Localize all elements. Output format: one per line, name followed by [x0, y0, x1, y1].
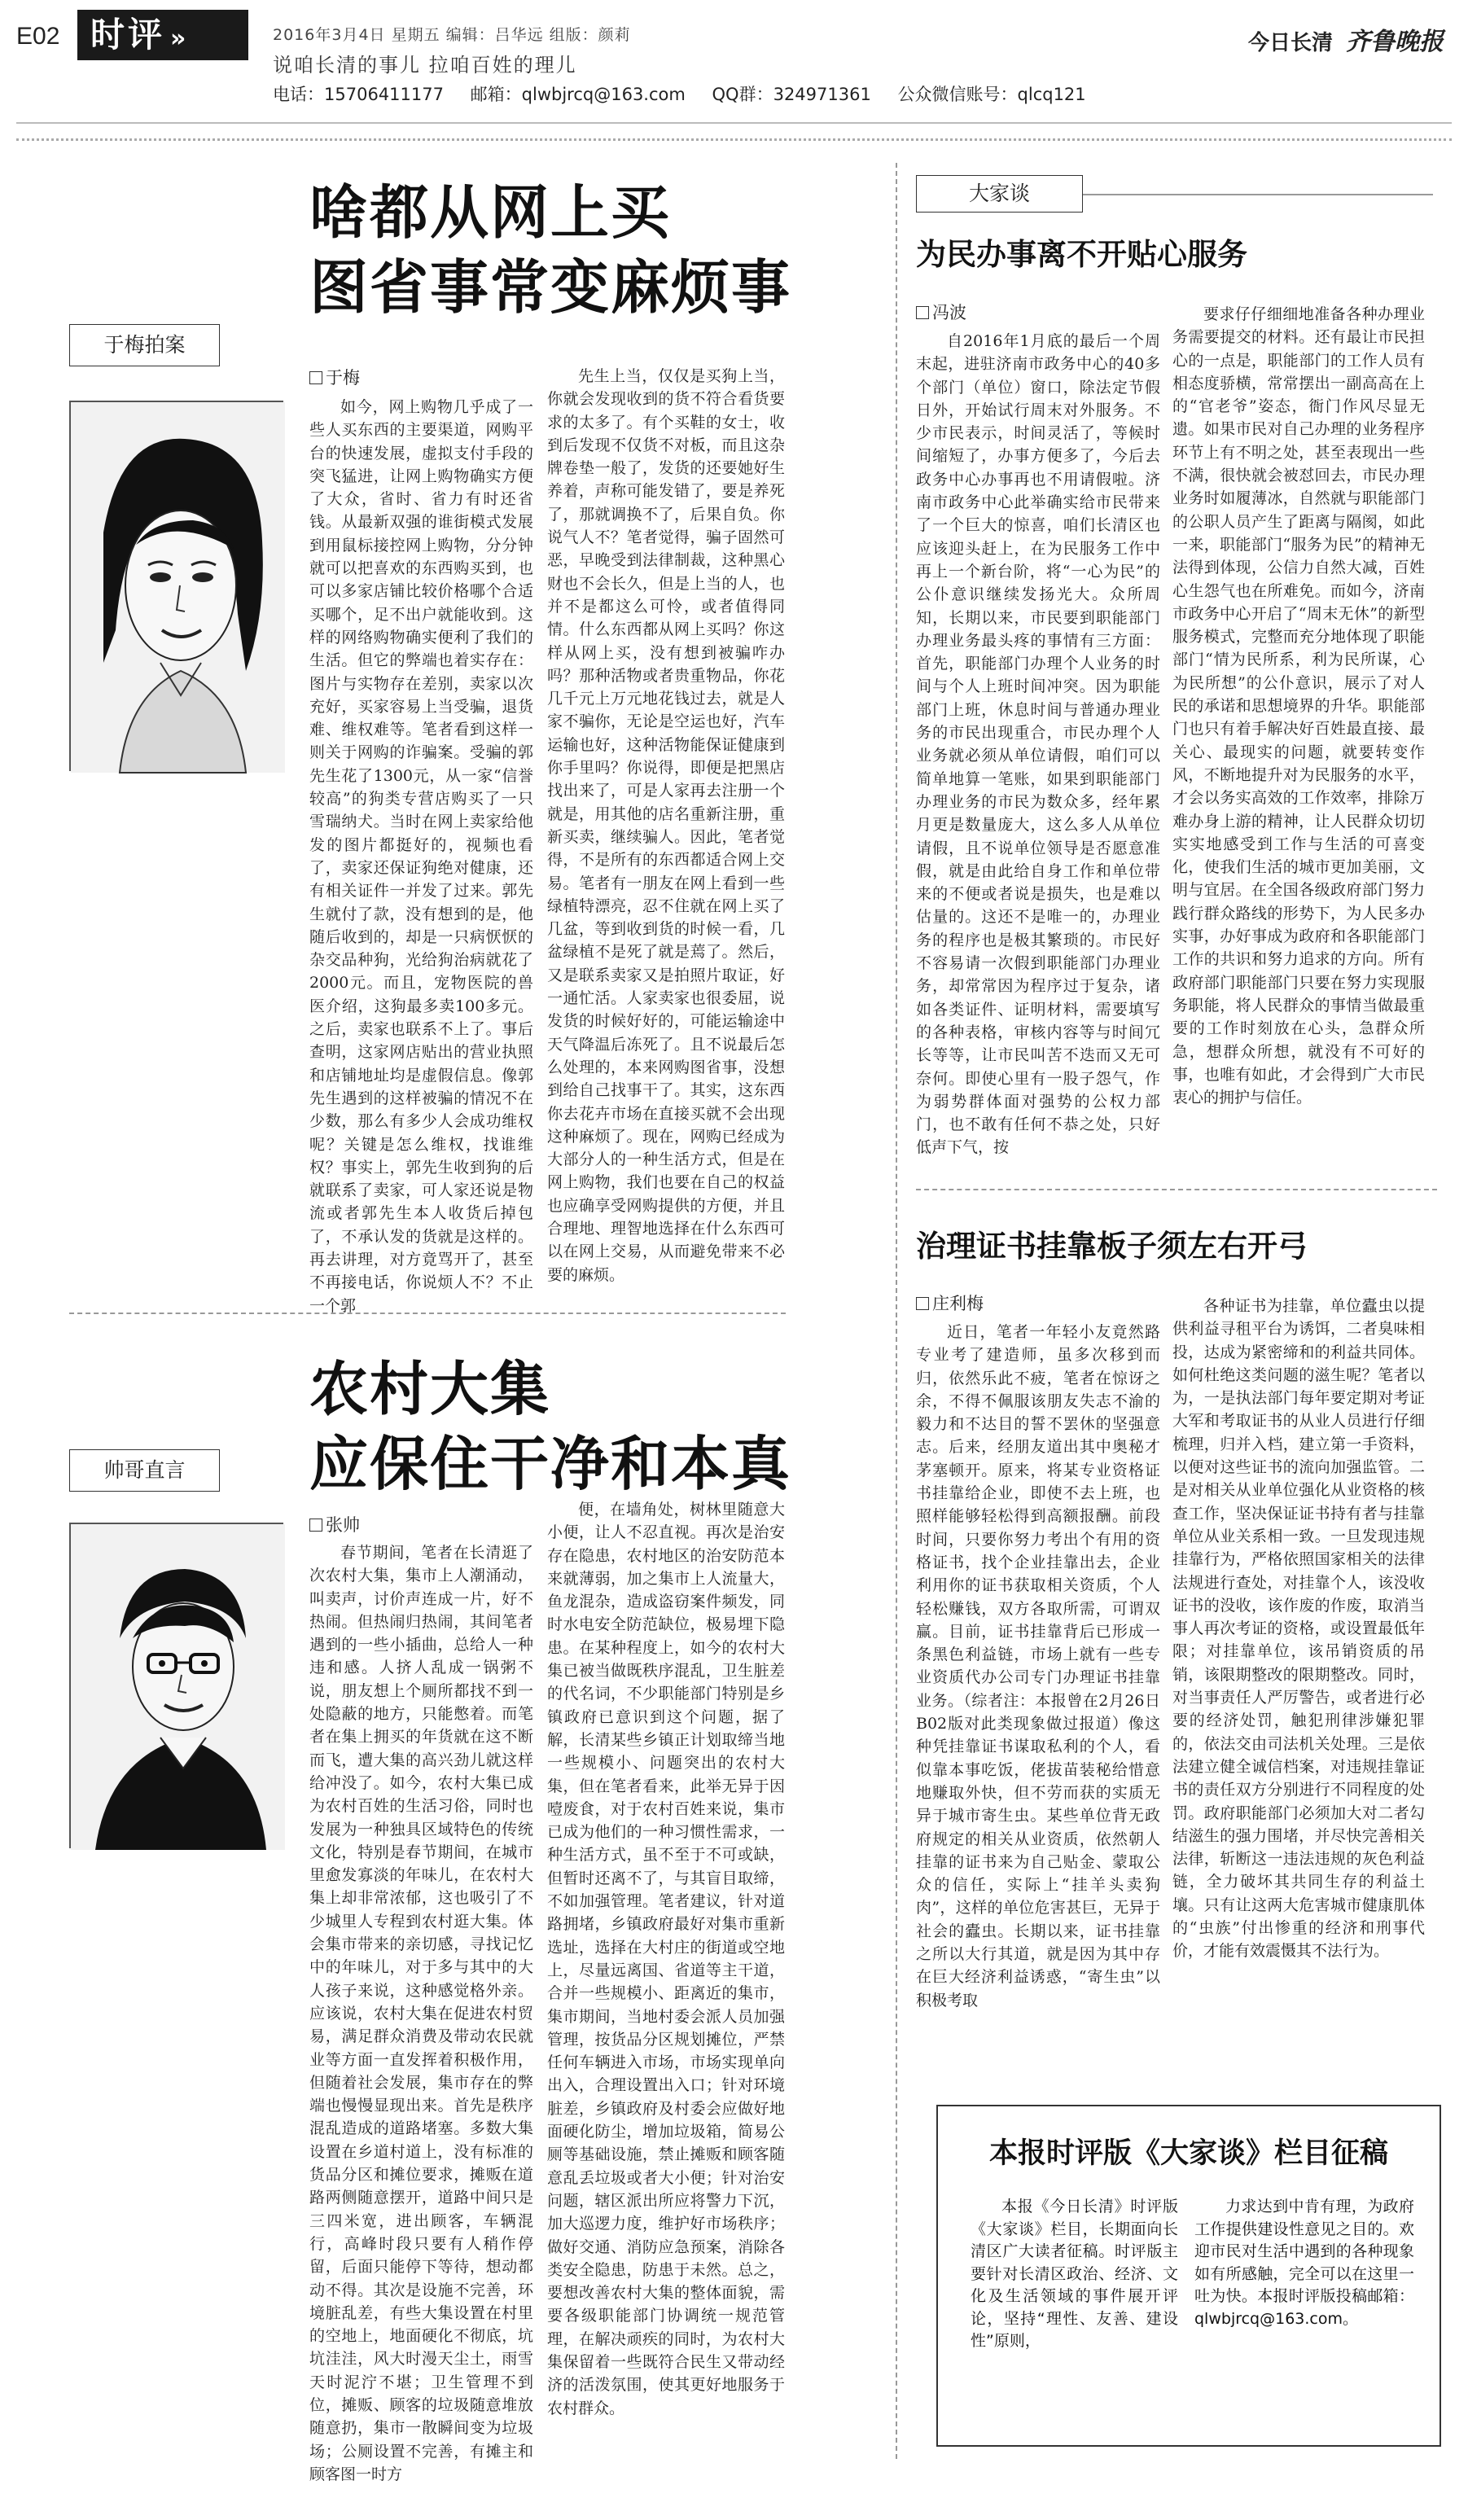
- article2-title-line2: 应保住干净和本真: [309, 1429, 792, 1498]
- double-chevron-icon: »: [170, 24, 190, 53]
- article1-column-tag: 于梅拍案: [69, 324, 220, 366]
- section-slogan: 说咱长清的事儿 拉咱百姓的理儿: [273, 54, 577, 77]
- article2-author-photo: [69, 1523, 283, 1848]
- article1-title-line1: 啥都从网上买: [309, 177, 672, 247]
- article1-byline: [309, 365, 360, 389]
- issue-meta: 2016年3月4日 星期五 编辑：吕华远 组版：颜莉: [273, 26, 631, 44]
- call-for-papers-box: [936, 2105, 1441, 2447]
- article4-author: 庄利梅: [932, 1294, 984, 1313]
- article3-byline: [916, 300, 966, 324]
- article3-column-2: 要求仔仔细细地准备各种办理业务需要提交的材料。还有最让市民担心的一点是，职能部门的工作人员有相态度骄横，常常摆出一副高高在上的“官老爷”姿态，衙门作风尽显无遗。如果市民对自己办理的业务程序环节上有不明之处，甚至表现出一些不满，很快就会被怼回去，市民办理业务时如履薄冰，自然就与职能部门的公职人员产生了距离与隔阂，如此一来，职能部门“服务为民”的精神无法得到体现，公信力自然大减，百姓心生怨气也在所难免。而如今，济南市政务中心开启了“周末无休”的新型服务模式，完整而充分地体现了职能部门“情为民所系，利为民所谋，心为民所想”的公仆意识，展示了对人民的承诺和思想境界的升华。职能部门也只有着手解决好百姓最直接、最关心、最现实的问题，就要转变作风，不断地提升对为民服务的水平，才会以务实高效的工作效率，排除万难办身上游的精神，让人民群众切切实实地感受到工作与生活的可喜变化，使我们生活的城市更加美丽，文明与宜居。在全国各级政府部门努力践行群众路线的形势下，为人民多办实事，办好事成为政府和各职能部门工作的共识和努力追求的方向。所有政府部门职能部门只要在努力实现服务职能，将人民群众的事情当做最重要的工作时刻放在心头，急群众所急，想群众所想，就没有不可好的事，也唯有如此，才会得到广大市民衷心的拥护与信任。: [1172, 305, 1425, 1107]
- right-tag-line: [1083, 194, 1433, 195]
- article1-title-line2: 图省事常变麻烦事: [309, 252, 792, 322]
- call-for-papers-title: 本报时评版《大家谈》栏目征稿: [988, 2137, 1388, 2170]
- portrait-man-icon: [71, 1524, 285, 1850]
- article4-column-2: 各种证书为挂靠，单位蠹虫以提供利益寻租平台为诱饵，二者臭味相投，达成为紧密缔和的利益共同体。如何杜绝这类问题的滋生呢？笔者以为，一是执法部门每年要定期对考证大军和考取证书的从业人员进行仔细梳理，归并入档，建立第一手资料，以便对这些证书的流向加强监管。二是对相关从业单位强化从业资格的核查工作，坚决保证证书持有者与挂靠单位从业关系相一致。一旦发现违规挂靠行为，严格依照国家相关的法律法规进行查处，对挂靠个人，该没收证书的没收，该作废的作废，取消当事人再次考证的资格，或设置最低年限；对挂靠单位，该吊销资质的吊销，该限期整改的限期整改。同时，对当事责任人严厉警告，或者进行必要的经济处罚，触犯刑律涉嫌犯罪的，依法交由司法机关处理。三是依法建立健全诚信档案，对违规挂靠证书的责任双方分别进行不同程度的处罚。政府职能部门必须加大对二者勾结滋生的强力围堵，并尽快完善相关法律，斩断这一违法违规的灰色利益链，全力破坏其共同生存的利益土壤。只有让这两大危害城市健康肌体的“虫族”付出惨重的经济和刑事代价，才能有效震慑其不法行为。: [1172, 1297, 1425, 1961]
- article2-column-1: 春节期间，笔者在长清逛了次农村大集，集市上人潮涌动，叫卖声，讨价声连成一片，好不热闹。但热闹归热闹，其间笔者遇到的一些小插曲，总给人一种违和感。人挤人乱成一锅粥不说，朋友想上个厕所都找不到一处隐蔽的地方，只能憋着。而笔者在集上拥买的年货就在这不断而飞，遭大集的高兴劲儿就这样给冲没了。如今，农村大集已成为农村百姓的生活习俗，同时也发展为一种独具区域特色的传统文化，特别是春节期间，在城市里愈发寡淡的年味儿，在农村大集上却非常浓郁，这也吸引了不少城里人专程到农村逛大集。体会集市带来的亲切感，寻找记忆中的年味儿，对于多与其中的大人孩子来说，这种感觉格外亲。应该说，农村大集在促进农村贸易，满足群众消费及带动农民就业等方面一直发挥着积极作用，但随着社会发展，集市存在的弊端也慢慢显现出来。首先是秩序混乱造成的道路堵塞。多数大集设置在乡道村道上，没有标准的货品分区和摊位要求，摊贩在道路两侧随意摆开，道路中间只是三四米宽，进出顾客，车辆混行，高峰时段只要有人稍作停留，后面只能停下等待，想动都动不得。其次是设施不完善，环境脏乱差，有些大集设置在村里的空地上，地面硬化不彻底，坑坑洼洼，风大时漫天尘土，雨雪天时泥泞不堪；卫生管理不到位，摊贩、顾客的垃圾随意堆放随意扔，集市一散瞬间变为垃圾场；公厕设置不完善，有摊主和顾客图一时方: [309, 1544, 533, 2483]
- right-divider: [916, 1189, 1437, 1190]
- call-for-papers-left: 本报《今日长清》时评版《大家谈》栏目，长期面向长清区广大读者征稿。时评版主要针对长清区政治、经济、文化及生活领域的事件展开评论，坚持“理性、友善、建设性”原则，: [971, 2198, 1178, 2350]
- section-tag: [77, 10, 248, 60]
- header-dotted-divider: [16, 138, 1452, 142]
- article1-column-2: 先生上当，仅仅是买狗上当，你就会发现收到的货不符合看货要求的太多了。有个买鞋的女士，收到后发现不仅货不对板，而且这杂牌卷垫一般了，发货的还要她好生养着，声称可能发错了，要是养死了，那就调换不了，后果自负。你说气人不？笔者觉得，骗子固然可恶，早晚受到法律制裁，这种黑心财也不会长久，但是上当的人，也并不是都这么可怜，或者值得同情。什么东西都从网上买吗？你这样从网上买，没有想到被骗咋办吗？那种活物或者贵重物品，你花几千元上万元地花钱过去，就是人家不骗你，无论是空运也好，汽车运输也好，这种活物能保证健康到你手里吗？你说得，即便是把黑店找出来了，可是人家再去注册一个就是，用其他的店名重新注册，重新买卖，继续骗人。因此，笔者觉得，不是所有的东西都适合网上交易。笔者有一朋友在网上看到一些绿植特漂亮，忍不住就在网上买了几盆，等到收到货的时候一看，几盆绿植不是死了就是蔫了。然后，又是联系卖家又是拍照片取证，好一通忙活。人家卖家也很委屈，说发货的时候好好的，可能运输途中天气降温后冻死了。且不说最后怎么处理的，本来网购图省事，没想到给自己找事干了。其实，这东西你去花卉市场在直接买就不会出现这种麻烦了。现在，网购已经成为大部分人的一种生活方式，但是在网上购物，我们也要在自己的权益也应确享受网购提供的方便，并且合理地、理智地选择在什么东西可以在网上交易，从而避免带来不必要的麻烦。: [547, 367, 785, 1284]
- brand: [1248, 21, 1444, 57]
- column-divider: [896, 163, 897, 2459]
- article1-author: 于梅: [326, 368, 360, 388]
- article2-author: 张帅: [326, 1515, 360, 1535]
- brand-name: 今日长清: [1247, 31, 1333, 55]
- article1-column-1: 如今，网上购物几乎成了一些人买东西的主要渠道，网购平台的快速发展，虚拟支付手段的突飞猛进，让网上购物确实方便了大众，省时、省力有时还省钱。从最新双强的谁街模式发展到用鼠标接控网上购物，分分钟就可以把喜欢的东西购买到，也可以多家店铺比较价格哪个合适买哪个，足不出户就能收到。这样的网络购物确实便利了我们的生活。但它的弊端也着实存在：图片与实物存在差别，卖家以次充好，买家容易上当受骗，退货难、维权难等。笔者看到这样一则关于网购的诈骗案。受骗的郭先生花了1300元，从一家“信誉较高”的狗类专营店购买了一只雪瑞纳犬。当时在网上卖家给他发的图片都挺好的，视频也看了，卖家还保证狗绝对健康，还有相关证件一并发了过来。郭先生就付了款，没有想到的是，他随后收到的，却是一只病恹恹的杂交品种狗，光给狗治病就花了2000元。而且，宠物医院的兽医介绍，这狗最多卖100多元。之后，卖家也联系不上了。事后查明，这家网店贴出的营业执照和店铺地址均是虚假信息。像郭先生遇到的这样被骗的情况不在少数，那么有多少人会成功维权呢？关键是怎么维权，找谁维权？事实上，郭先生收到狗的后就联系了卖家，可人家还说是物流或者郭先生本人收货后掉包了，不承认发的货就是这样的。再去讲理，对方竟骂开了，甚至不再接电话，你说烦人不？不止一个郭: [309, 398, 533, 1315]
- article-divider: [69, 1313, 786, 1314]
- header-divider: [16, 122, 1452, 124]
- contact-phone: 电话：15706411177: [273, 85, 444, 104]
- article1-author-photo: [69, 401, 283, 771]
- section-label: 时评: [90, 15, 166, 55]
- article2-byline: [309, 1512, 360, 1536]
- right-column-tag: 大家谈: [916, 175, 1083, 213]
- article3-title: 为民办事离不开贴心服务: [916, 237, 1247, 272]
- article2-title: [309, 1352, 896, 1501]
- contact-qq: QQ群：324971361: [712, 85, 871, 104]
- portrait-woman-icon: [71, 402, 285, 773]
- article3-column-1: 自2016年1月底的最后一个周末起，进驻济南市政务中心的40多个部门（单位）窗口，除法定节假日外，开始试行周末对外服务。不少市民表示，时间灵活了，等候时间缩短了，办事方便多了，今后去政务中心办事再也不用请假啦。济南市政务中心此举确实给市民带来了一个巨大的惊喜，咱们长清区也应该迎头赶上，在为民服务工作中再上一个新台阶，将“一心为民”的公仆意识继续发扬光大。众所周知，长期以来，市民要到职能部门办理业务最头疼的事情有三方面：首先，职能部门办理个人业务的时间与个人上班时间冲突。因为职能部门上班，休息时间与普通办理业务的市民出现重合，市民办理个人业务就必须从单位请假，咱们可以简单地算一笔账，如果到职能部门办理业务的市民为数众多，经年累月更是数量庞大，这么多人从单位请假，且不说单位领导是否愿意准假，就是由此给自身工作和单位带来的不便或者说是损失，也是难以估量的。这还不是唯一的，办理业务的程序也是极其繁琐的。市民好不容易请一次假到职能部门办理业务，却常常因为程序过于复杂，诸如各类证件、证明材料，需要填写的各种表格，审核内容等与时间冗长等等，让市民叫苦不迭而又无可奈何。即使心里有一股子怨气，作为弱势群体面对强势的公权力部门，也不敢有任何不恭之处，只好低声下气，按: [916, 332, 1160, 1157]
- article1-title: [309, 175, 896, 325]
- contact-email: 邮箱：qlwbjrcq@163.com: [470, 85, 686, 104]
- article4-column-1: 近日，笔者一年轻小友竟然路专业考了建造师，虽多次移到而归，依然乐此不疲，笔者在惊讶之余，不得不佩服该朋友失志不渝的毅力和不达目的誓不罢休的坚强意志。后来，经朋友道出其中奥秘才茅塞顿开。原来，将某专业资格证书挂靠给企业，即使不去上班，也照样能够轻松得到高额报酬。前段时间，只要你努力考出个有用的资格证书，找个企业挂靠出去，企业利用你的证书获取相关资质，个人轻松赚钱，双方各取所需，可谓双赢。目前，证书挂靠背后已形成一条黑色利益链，市场上就有一些专业资质代办公司专门办理证书挂靠业务。（综者注：本报曾在2月26日B02版对此类现象做过报道）像这种凭挂靠证书谋取私利的个人，看似靠本事吃饭，佬拔苗装秘给惜意地赚取外快，但不劳而获的实质无异于城市寄生虫。某些单位背无政府规定的相关从业资质，依然朝人挂靠的证书来为自己贴金、蒙取公众的信任，实际上“挂羊头卖狗肉”，这样的单位危害甚巨，无异于社会的蠹虫。长期以来，证书挂靠之所以大行其道，就是因为其中存在巨大经济利益诱惑，“寄生虫”以积极考取: [916, 1323, 1160, 2009]
- page-number: E02: [16, 23, 60, 50]
- newspaper-logo: 齐鲁晚报: [1346, 28, 1444, 56]
- article2-title-line1: 农村大集: [309, 1354, 551, 1423]
- article2-column-2: 便，在墙角处，树林里随意大小便，让人不忍直视。再次是治安存在隐患，农村地区的治安防范本来就薄弱，加之集市上人流量大，鱼龙混杂，造成盗窃案件频发，同时水电安全防范缺位，极易埋下隐患。在某种程度上，如今的农村大集已被当做既秩序混乱，卫生脏差的代名词，不少职能部门特别是乡镇政府已意识到这个问题，据了解，长清某些乡镇正计划取缔当地一些规模小、问题突出的农村大集，但在笔者看来，此举无异于因噎废食，对于农村百姓来说，集市已成为他们的一种习惯性需求，一种生活方式，虽不至于不可或缺，但暂时还离不了，与其盲目取缔，不如加强管理。笔者建议，针对道路拥堵，乡镇政府最好对集市重新选址，选择在大村庄的街道或空地上，尽量远离国、省道等主干道，合并一些规模小、距离近的集市，集市期间，当地村委会派人员加强管理，按货品分区规划摊位，严禁任何车辆进入市场，市场实现单向出入，合理设置出入口；针对环境脏差，乡镇政府及村委会应做好地面硬化防尘，增加垃圾箱，简易公厕等基础设施，禁止摊贩和顾客随意乱丢垃圾或者大小便；针对治安问题，辖区派出所应将警力下沉，加大巡逻力度，维护好市场秩序；做好交通、消防应急预案，消除各类安全隐患，防患于未然。总之，要想改善农村大集的整体面貌，需要各级职能部门协调统一规范管理，在解决顽疾的同时，为农村大集保留着一些既符合民生又带动经济的活泼氛围，使其更好地服务于农村群众。: [547, 1501, 785, 2417]
- article3-author: 冯波: [932, 303, 966, 322]
- article2-column-tag: 帅哥直言: [69, 1449, 220, 1492]
- contact-line: [273, 81, 1107, 106]
- article4-title: 治理证书挂靠板子须左右开弓: [916, 1229, 1308, 1264]
- article4-byline: [916, 1291, 984, 1315]
- contact-wechat: 公众微信账号：qlcq121: [897, 85, 1086, 104]
- call-for-papers-right: 力求达到中肯有理，为政府工作提供建设性意见之目的。欢迎市民对生活中遇到的各种现象如有所感触，完全可以在这里一吐为快。本报时评版投稿邮箱：qlwbjrcq@163.com。: [1194, 2198, 1414, 2328]
